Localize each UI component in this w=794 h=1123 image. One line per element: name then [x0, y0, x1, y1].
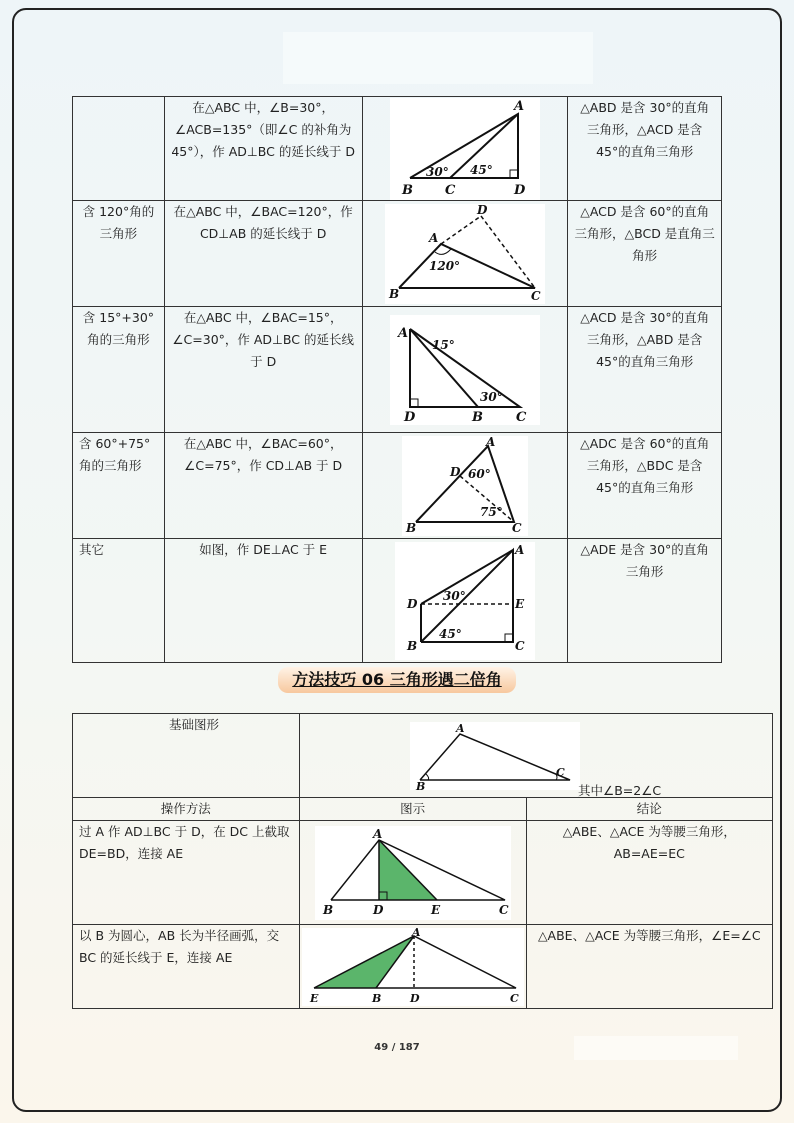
figure-cell [299, 925, 526, 1009]
angle-label: 30° [442, 588, 466, 603]
triangle-figure-3 [390, 315, 540, 425]
label-c: C [444, 182, 456, 198]
figure-cell [362, 433, 568, 539]
figure-cell [299, 821, 526, 925]
label-c: C [530, 288, 541, 303]
label-b: B [388, 286, 400, 301]
conclusion-cell: △ABD 是含 30°的直角三角形，△ACD 是含 45°的直角三角形 [568, 97, 722, 201]
conclusion-cell: △ADC 是含 60°的直角三角形，△BDC 是含 45°的直角三角形 [568, 433, 722, 539]
label-a: A [428, 230, 439, 245]
figure-cell [362, 201, 568, 307]
table-row [73, 539, 722, 663]
label-c: C [511, 520, 522, 535]
header-method: 操作方法 [73, 798, 300, 821]
section-title: 方法技巧 06 三角形遇二倍角 [278, 667, 516, 693]
label-b: B [406, 638, 418, 653]
label-a: A [513, 98, 525, 114]
triangle-figure-2 [385, 204, 545, 304]
label-d: D [449, 464, 461, 479]
label-b: B [471, 409, 483, 425]
label-b: B [415, 779, 425, 790]
label-d: D [406, 596, 418, 611]
label-c: C [555, 765, 565, 779]
condition-cell: 在△ABC 中，∠BAC=120°，作 CD⊥AB 的延长线于 D [164, 201, 362, 307]
basic-figure-cell [299, 714, 772, 798]
condition-cell: 如图，作 DE⊥AC 于 E [164, 539, 362, 663]
angle-label: 75° [479, 504, 503, 519]
condition-cell: 在△ABC 中，∠B=30°，∠ACB=135°（即∠C 的补角为 45°），作 AD⊥BC 的延长线于 D [164, 97, 362, 201]
label-b: B [371, 991, 381, 1005]
conclusion-cell: △ACD 是含 60°的直角三角形，△BCD 是直角三角形 [568, 201, 722, 307]
label-d: D [372, 902, 383, 917]
condition-cell: 在△ABC 中，∠BAC=15°，∠C=30°，作 AD⊥BC 的延长线于 D [164, 307, 362, 433]
label-c: C [498, 902, 509, 917]
conclusion-cell: △ADE 是含 30°的直角三角形 [568, 539, 722, 663]
basic-figure-note: 其中∠B=2∠C [578, 783, 662, 798]
angle-label: 45° [438, 626, 462, 641]
label-d: D [403, 409, 416, 425]
type-cell: 含 15°+30°角的三角形 [73, 307, 165, 433]
table-row [73, 714, 773, 798]
label-d: D [476, 203, 488, 217]
type-cell: 含 120°角的三角形 [73, 201, 165, 307]
table-header-row [73, 798, 773, 821]
angle-label: 45° [469, 162, 493, 177]
basic-figure-label: 基础图形 [73, 714, 300, 798]
label-c: C [514, 638, 525, 653]
conclusion-cell: △ABE、△ACE 为等腰三角形，∠E=∠C [526, 925, 772, 1009]
label-b: B [405, 520, 417, 535]
angle-label: 120° [428, 258, 460, 273]
label-e: E [514, 596, 525, 611]
table-row [73, 307, 722, 433]
label-a: A [455, 721, 465, 735]
label-a: A [411, 927, 421, 939]
table-row [73, 925, 773, 1009]
double-angle-figure-2 [302, 928, 524, 1006]
label-b: B [322, 902, 333, 917]
figure-cell [362, 539, 568, 663]
label-a: A [485, 435, 496, 449]
label-d: D [409, 991, 420, 1005]
header-figure: 图示 [299, 798, 526, 821]
angle-label: 15° [431, 337, 455, 352]
header-conclusion: 结论 [526, 798, 772, 821]
double-angle-figure-1 [315, 826, 511, 920]
table-row [73, 201, 722, 307]
special-triangle-table [72, 96, 722, 663]
page-number: 49 / 187 [374, 1042, 420, 1053]
type-cell: 含 60°+75°角的三角形 [73, 433, 165, 539]
label-a: A [397, 325, 409, 341]
label-a: A [372, 826, 382, 841]
angle-label: 30° [479, 389, 503, 404]
angle-label: 30° [425, 164, 449, 179]
header-blank [283, 32, 593, 84]
method-cell: 以 B 为圆心，AB 长为半径画弧，交 BC 的延长线于 E，连接 AE [73, 925, 300, 1009]
conclusion-cell: △ABE、△ACE 为等腰三角形，AB=AE=EC [526, 821, 772, 925]
triangle-figure-1 [390, 98, 540, 200]
conclusion-cell: △ACD 是含 30°的直角三角形，△ABD 是含 45°的直角三角形 [568, 307, 722, 433]
label-b: B [401, 182, 413, 198]
label-e: E [430, 902, 440, 917]
label-c: C [509, 991, 519, 1005]
label-a: A [514, 542, 525, 557]
type-cell: 其它 [73, 539, 165, 663]
type-cell [73, 97, 165, 201]
table-row [73, 821, 773, 925]
double-angle-table [72, 713, 773, 1009]
label-c: C [515, 409, 527, 425]
label-d: D [513, 182, 526, 198]
figure-cell [362, 307, 568, 433]
figure-cell [362, 97, 568, 201]
condition-cell: 在△ABC 中，∠BAC=60°，∠C=75°，作 CD⊥AB 于 D [164, 433, 362, 539]
basic-triangle [410, 722, 580, 790]
triangle-figure-4 [402, 436, 528, 536]
triangle-figure-5 [395, 542, 535, 660]
table-row [73, 433, 722, 539]
method-cell: 过 A 作 AD⊥BC 于 D，在 DC 上截取 DE=BD，连接 AE [73, 821, 300, 925]
label-e: E [309, 991, 318, 1005]
angle-label: 60° [467, 466, 491, 481]
table-row [73, 97, 722, 201]
